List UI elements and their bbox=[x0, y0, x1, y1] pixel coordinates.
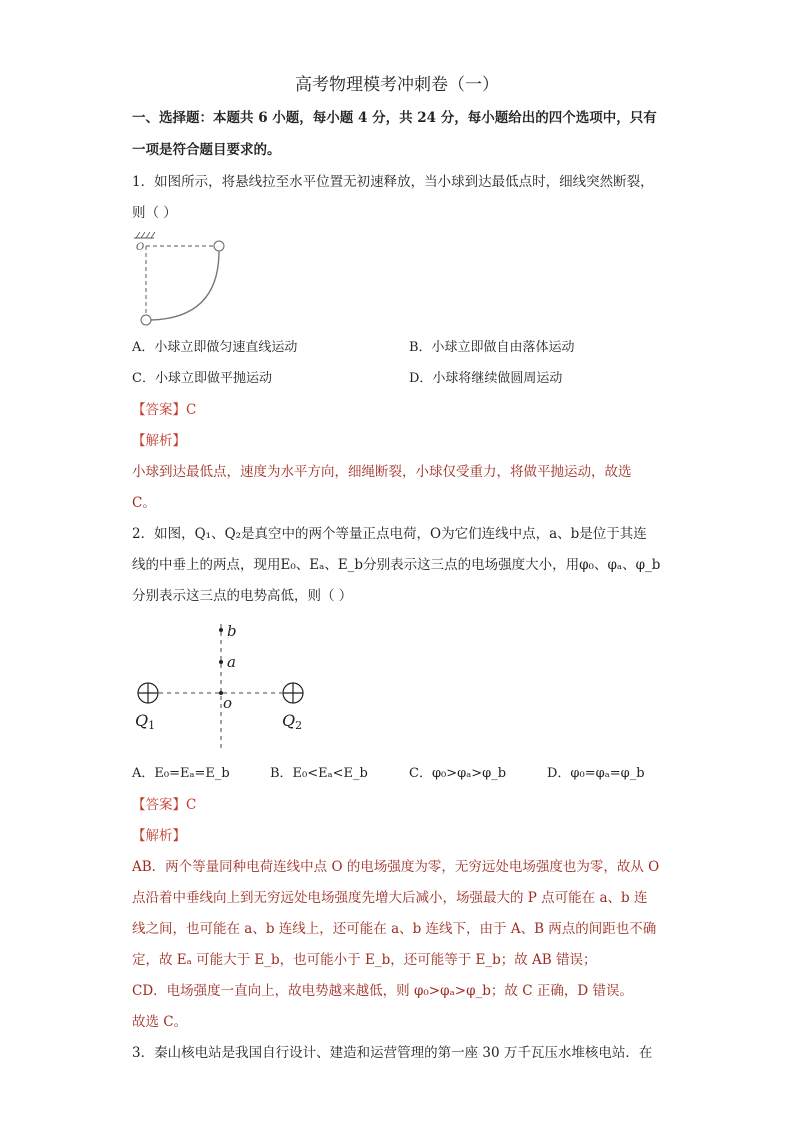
q1-answer-value: C bbox=[186, 402, 197, 418]
charge-q1-symbol bbox=[138, 683, 158, 703]
section-heading-line2: 一项是符合题目要求的。 bbox=[132, 142, 281, 158]
q1-option-c: C．小球立即做平抛运动 bbox=[132, 371, 272, 386]
q2-stem-line3: 分别表示这三点的电势高低，则（ ） bbox=[132, 588, 353, 604]
pivot-label: O bbox=[136, 242, 145, 253]
q2-option-b: B．E₀<Eₐ<E_b bbox=[270, 766, 368, 781]
q2-analysis-line1: AB．两个等量同种电荷连线中点 O 的电场强度为零，无穷远处电场强度也为零，故从 O bbox=[132, 859, 660, 875]
label-o: o bbox=[223, 694, 233, 712]
q2-analysis-line4: 定，故 Eₐ 可能大于 E_b，也可能小于 E_b，还可能等于 E_b；故 AB 错误； bbox=[132, 952, 597, 968]
q1-stem-line2: 则（ ） bbox=[132, 205, 177, 221]
ceiling-hatch bbox=[136, 232, 155, 238]
q2-analysis-line2: 点沿着中垂线向上到无穷远处电场强度先增大后减小，场强最大的 P 点可能在 a、b 连 bbox=[132, 890, 648, 906]
q2-analysis-label: 【解析】 bbox=[132, 828, 186, 844]
swing-arc bbox=[151, 251, 219, 320]
q2-stem-line2: 线的中垂上的两点，现用E₀、Eₐ、E_b分别表示这三点的电场强度大小，用φ₀、φₐ、φ_b bbox=[132, 557, 661, 573]
page-title: 高考物理模考冲刺卷（一） bbox=[295, 75, 499, 95]
q2-answer-value: C bbox=[186, 797, 197, 813]
q3-stem-line1: 3．秦山核电站是我国自行设计、建造和运营管理的第一座 30 万千瓦压水堆核电站．在 bbox=[132, 1045, 653, 1061]
point-b-dot bbox=[219, 628, 223, 632]
q1-answer: 【答案】C bbox=[132, 402, 197, 418]
charge-q2-symbol bbox=[283, 683, 303, 703]
q1-option-a: A．小球立即做匀速直线运动 bbox=[132, 340, 298, 355]
point-a-dot bbox=[219, 660, 223, 664]
q1-option-b: B．小球立即做自由落体运动 bbox=[409, 340, 575, 355]
q1-stem-line1: 1．如图所示，将悬线拉至水平位置无初速释放，当小球到达最低点时，细线突然断裂， bbox=[132, 174, 654, 190]
q2-analysis-line6: 故选 C。 bbox=[132, 1014, 188, 1030]
q2-answer: 【答案】C bbox=[132, 797, 197, 813]
q2-analysis-line5: CD．电场强度一直向上，故电势越来越低，则 φ₀>φₐ>φ_b；故 C 正确，D 错误。 bbox=[132, 983, 633, 999]
q1-analysis-line2: C。 bbox=[132, 495, 156, 511]
ball-start bbox=[214, 241, 224, 251]
label-a: a bbox=[227, 653, 236, 671]
q2-option-a: A．E₀=Eₐ=E_b bbox=[132, 766, 230, 781]
label-b: b bbox=[227, 622, 237, 640]
pendulum-figure bbox=[130, 232, 230, 328]
q1-analysis-line1: 小球到达最低点，速度为水平方向，细绳断裂，小球仅受重力，将做平抛运动，故选 bbox=[132, 464, 632, 480]
charges-figure bbox=[130, 618, 330, 750]
section-heading-line1: 一、选择题：本题共 6 小题，每小题 4 分，共 24 分，每小题给出的四个选项中，只有 bbox=[132, 110, 657, 126]
q1-analysis-label: 【解析】 bbox=[132, 433, 186, 449]
q2-stem-line1: 2．如图，Q₁、Q₂是真空中的两个等量正点电荷，O为它们连线中点，a、b是位于其连 bbox=[132, 526, 647, 542]
label-q1: Q1 bbox=[135, 711, 156, 732]
label-q2: Q2 bbox=[282, 711, 303, 732]
q1-option-d: D．小球将继续做圆周运动 bbox=[409, 371, 563, 386]
q2-analysis-line3: 线之间，也可能在 a、b 连线上，还可能在 a、b 连线下，由于 A、B 两点的间距也不确 bbox=[132, 921, 657, 937]
q2-option-c: C．φ₀>φₐ>φ_b bbox=[409, 766, 507, 781]
ball-bottom bbox=[141, 315, 151, 325]
q2-option-d: D．φ₀=φₐ=φ_b bbox=[547, 766, 645, 781]
